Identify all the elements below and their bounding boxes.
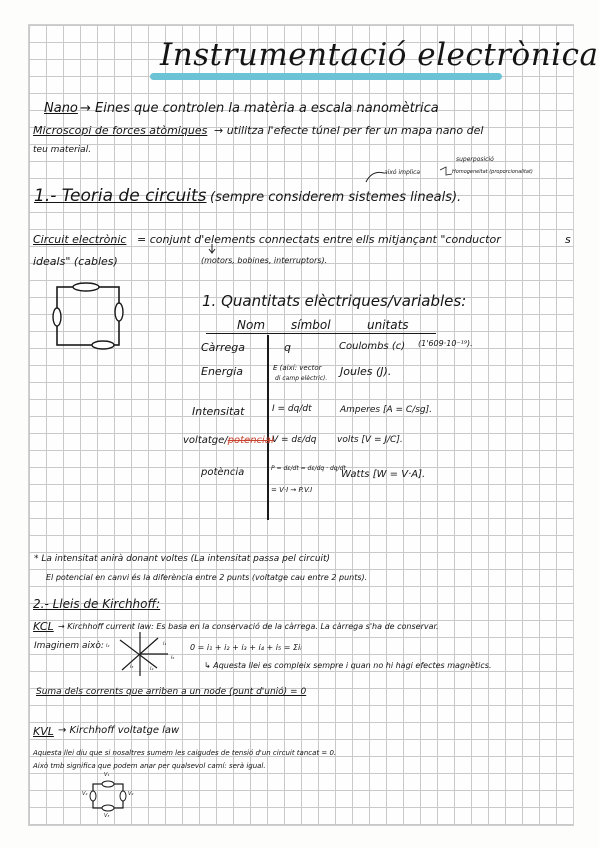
row-intensitat-simbol: I = dq/dt [272,404,312,414]
kvl-label-v2: V₂ [128,791,134,797]
grid-paper [28,24,574,826]
circuit-s: s [565,233,571,246]
note-line-1: * La intensitat anirà donant voltes (La intensitat passa pel circuit) [34,554,331,564]
kcl-definition: → Kirchhoff current law: Es basa en la conservació de la càrrega. La càrrega s'ha de conservar. [58,622,439,631]
section1-heading-text: 1.- Teoria de circuits [34,186,207,206]
afm-definition-2: teu material. [33,145,92,155]
row-energia-unitats: Joules (J). [340,365,392,378]
kvl-label-v4: V₄ [82,791,88,797]
imagine-label: Imaginem això: [34,641,104,651]
afm-term: Microscopi de forces atòmiques [33,124,208,137]
circuit-definition: = conjunt d'elements connectats entre ells mitjançant "conductor [137,233,501,246]
node-label-i4: i₄ [150,666,154,672]
table-divider [267,335,269,520]
kvl-term: KVL [33,725,54,738]
col-simbol: símbol [291,318,331,332]
row-potencia-simbol: P = dε/dt = dε/dq · dq/dt [271,465,346,472]
kcl-equation: 0 = i₁ + i₂ + i₃ + i₄ + i₅ = Σiᵢ [190,643,302,652]
annot-aixo: aixó implica [384,169,421,176]
row-carrega-unitats: Coulombs (c) [339,341,406,352]
kvl-line-1: Aquesta llei diu que si nosaltres sumem les caigudes de tensió d'un circuit tancat = 0. [33,749,337,757]
row-energia-nom: Energia [201,365,243,378]
row-voltatge-nom [183,436,274,446]
kvl-loop-sketch [0,0,1,1]
row-carrega-extra: (1'609·10⁻¹⁹). [418,339,473,348]
kvl-label-v3: V₃ [104,813,110,819]
section1-note: (sempre considerem sistemes lineals). [210,190,462,205]
row-intensitat-nom: Intensitat [192,405,245,418]
kvl-definition: → Kirchhoff voltatge law [58,725,180,736]
row-voltatge-nom-text: voltatge/ [183,435,228,446]
section1-heading [34,188,207,205]
circuit-term: Circuit electrònic [33,233,127,246]
section2-heading: 2.- Lleis de Kirchhoff: [33,597,161,611]
row-voltatge-struck: potencial [227,435,274,446]
row-potencia-unitats: Watts [W = V·A]. [341,469,426,480]
node-label-i2: i₂ [106,643,110,649]
row-energia-simbol: E (així: vector [273,364,322,372]
nano-term: Nano [44,101,78,116]
row-carrega-simbol: q [284,341,291,354]
kcl-sum-rule: Suma dels corrents que arriben a un node (punt d'unió) = 0 [36,687,307,697]
row-voltatge-simbol: V = dε/dq [272,435,317,445]
kcl-term: KCL [33,620,54,633]
row-intensitat-unitats: Amperes [A = C/sg]. [340,405,432,415]
annot-homogeneitat: Homogeneïtat (proporcionalitat) [452,169,533,175]
note-line-2: El potencial en canvi és la diferència entre 2 punts (voltatge cau entre 2 punts). [46,573,368,582]
row-energia-simbol-2: di camp elèctric). [275,375,328,382]
title-highlight [150,73,502,80]
circuit-definition-2: ideals" (cables) [33,255,118,268]
col-nom: Nom [237,318,266,332]
magnitudes-heading: 1. Quantitats elèctriques/variables: [202,292,467,310]
elements-note: (motors, bobines, interruptors). [201,256,328,265]
row-potencia-nom: potència [201,467,245,478]
row-carrega-nom: Càrrega [201,341,245,354]
row-potencia-simbol-2: = V·I → P.V.I [271,486,313,494]
page-title: Instrumentació electrònica [160,37,599,73]
kcl-validity: ↳ Aquesta llei es compleix sempre i quan no hi hagi efectes magnètics. [204,661,492,670]
kvl-label-v1: V₁ [104,772,110,778]
row-voltatge-unitats: volts [V = J/C]. [337,435,403,445]
node-label-i1: i₁ [163,641,167,647]
annot-superposicio: superposició [456,156,494,163]
table-header-rule [206,333,436,334]
node-label-i3: i₃ [130,664,134,670]
nano-definition: → Eines que controlen la matèria a escala nanomètrica [80,101,439,116]
kvl-line-2: Això tmb significa que podem anar per qualsevol camí: serà igual. [33,762,266,770]
afm-definition: → utilitza l'efecte túnel per fer un mapa nano del [214,124,484,137]
col-unitats: unitats [367,318,409,332]
node-label-i5: i₅ [171,655,175,661]
